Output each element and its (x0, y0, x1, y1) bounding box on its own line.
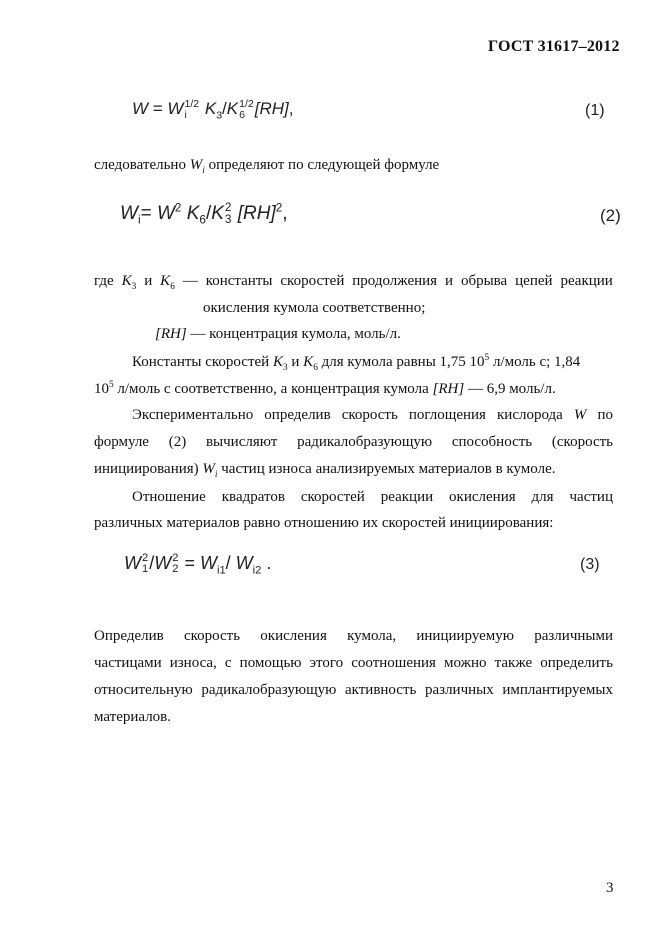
f1-k6-sub: 6 (239, 108, 245, 121)
var-k3-sub: 3 (282, 363, 288, 373)
f3-wi2-sub: i2 (252, 564, 262, 577)
text-span: следовательно (94, 157, 190, 173)
word: для (531, 489, 554, 505)
word-k3: $K_3$ (121, 273, 137, 292)
word: частиц (569, 489, 613, 505)
f1-end: , (288, 99, 294, 119)
f1-wi-sup: 1/2 (184, 98, 200, 110)
word: способность (451, 434, 533, 450)
word: продолжения (352, 273, 438, 289)
paragraph-1-line-2 (94, 382, 556, 397)
f3-w2-sup: 2 (172, 552, 179, 565)
var-rh: [RH] (432, 381, 465, 397)
line-after-formula-1 (94, 157, 440, 176)
text-span: — концентрация кумола, моль/л. (186, 326, 401, 342)
rh-definition (155, 327, 401, 342)
f2-eq: = (140, 202, 157, 224)
word: Экспериментально (132, 407, 254, 423)
paragraph-2-line-2 (94, 435, 613, 450)
f1-k6: K (226, 99, 239, 119)
f3-eq: = (179, 553, 200, 573)
word: вычисляют (205, 434, 278, 450)
word: соотношения (351, 655, 436, 671)
word: Отношение (132, 489, 206, 505)
word: износа, (169, 655, 217, 671)
f1-k3: K (204, 99, 217, 119)
paragraph-2-line-3 (94, 461, 556, 480)
word: определив (264, 407, 331, 423)
equation-number-3: (3) (580, 556, 600, 573)
formula-3 (124, 553, 271, 575)
f3-wi2: W (235, 553, 253, 573)
f3-w2: W (154, 553, 172, 573)
word: где (94, 273, 114, 289)
word: (2) (168, 434, 187, 450)
document-header: ГОСТ 31617–2012 (488, 38, 620, 55)
f1-eq: = (148, 99, 168, 119)
text-span: для кумола равны 1,75 10 (317, 354, 485, 370)
paragraph-4-line-3 (94, 683, 613, 698)
f3-w1: W (124, 553, 141, 573)
word: определить (540, 655, 613, 671)
word: радикалобразующую (297, 434, 433, 450)
f2-rh-sup: 2 (275, 201, 283, 215)
f3-w1-sub: 1 (142, 563, 149, 576)
f2-k6: K (186, 202, 200, 224)
f2-k6-sub: 6 (199, 213, 206, 227)
word: константы (205, 273, 273, 289)
word: этого (309, 655, 344, 671)
word: скоростей (300, 489, 365, 505)
var-w: W (573, 407, 587, 423)
paragraph-4-line-2 (94, 656, 613, 671)
word: различных (424, 682, 494, 698)
text-span: частиц износа анализируемых материалов в кумоле. (217, 461, 556, 477)
var-w-sub: i (202, 166, 205, 176)
paragraph-1-line-1 (132, 353, 581, 373)
f2-rh: [RH] (237, 202, 276, 224)
word: скоростей (280, 273, 345, 289)
f2-lhs: W (120, 202, 138, 224)
exponent: 5 (484, 353, 490, 363)
formula-2 (120, 202, 288, 226)
page-number: 3 (606, 880, 614, 896)
where-line-1 (94, 273, 613, 292)
word: имплантируемых (502, 682, 613, 698)
word: квадратов (221, 489, 285, 505)
var-k6: K (303, 354, 314, 370)
word: реакции (560, 273, 613, 289)
f3-w1-sup: 2 (142, 552, 149, 565)
var-w: W (202, 461, 215, 477)
word: кислорода (497, 407, 563, 423)
word: по (597, 407, 613, 423)
f2-k3-sup: 2 (224, 201, 232, 214)
equation-number-1: (1) (585, 102, 605, 119)
equation-number-2: (2) (600, 206, 621, 225)
word: формуле (94, 434, 149, 450)
var-k3: K (272, 354, 283, 370)
f1-wi: W (167, 99, 184, 119)
text-span: Константы скоростей (132, 354, 273, 370)
f2-k3: K (211, 202, 224, 224)
word: — (182, 273, 198, 289)
f2-k3-sub: 3 (224, 212, 232, 226)
paragraph-3-line-2: различных материалов равно отношению их скоростей инициирования: (94, 515, 554, 531)
text-span: определяют по следующей формуле (204, 157, 440, 173)
text-span: 10 (94, 381, 109, 397)
word: реакции (380, 489, 434, 505)
word-k6: $K_6$ (160, 273, 175, 292)
f2-end: , (282, 202, 288, 224)
f3-wi1: W (199, 553, 217, 573)
f3-wi1-sub: i1 (216, 564, 226, 577)
word: скорость (183, 628, 241, 644)
text-span: и (287, 354, 304, 370)
f1-div: / (222, 99, 227, 119)
f3-div: / (149, 553, 155, 573)
f3-end: . (261, 553, 272, 573)
f1-k6-sup: 1/2 (239, 98, 254, 110)
paragraph-2-line-1 (132, 408, 613, 423)
word: кумола, (347, 628, 397, 644)
f2-div: / (205, 202, 212, 224)
f1-wi-sub: i (184, 108, 187, 121)
word: (скорость (551, 434, 613, 450)
f1-rh: [RH] (254, 99, 289, 119)
word: можно (444, 655, 487, 671)
word: с (224, 655, 232, 671)
word: частицами (94, 655, 162, 671)
word: помощью (239, 655, 302, 671)
var-w-sub: i (214, 470, 218, 480)
word: и (144, 273, 153, 289)
text-span: л/моль с; 1,84 (489, 354, 581, 370)
word: также (494, 655, 533, 671)
word: цепей (515, 273, 553, 289)
var-k6-sub: 6 (313, 363, 318, 373)
word: относительную (94, 682, 193, 698)
f3-w2-sub: 2 (172, 563, 179, 576)
word: скорость (341, 407, 398, 423)
var-rh: [RH] (155, 326, 187, 342)
word: окисления (260, 628, 327, 644)
word: Определив (94, 628, 164, 644)
word: и (445, 273, 454, 289)
word: инициируемую (416, 628, 514, 644)
f2-w-sup: 2 (174, 201, 182, 215)
text-span: — 6,9 моль/л. (464, 381, 556, 397)
word: различными (534, 628, 613, 644)
word: поглощения (408, 407, 486, 423)
formula-1 (132, 99, 294, 120)
f1-lhs: W (132, 99, 149, 119)
f2-lhs-sub: i (137, 213, 141, 227)
f2-w: W (156, 202, 175, 224)
paragraph-4-line-1 (94, 629, 613, 644)
text-span: инициирования) (94, 461, 203, 477)
exponent: 5 (109, 380, 114, 390)
paragraph-3-line-1 (132, 490, 613, 505)
word: активность (344, 682, 417, 698)
var-w: W (189, 157, 203, 173)
word: радикалобразующую (201, 682, 337, 698)
f3-div2: / (225, 553, 236, 573)
word: обрыва (460, 273, 508, 289)
text-span: л/моль с соответственно, а концентрация кумола (113, 381, 433, 397)
paragraph-4-line-4: материалов. (94, 709, 172, 725)
f1-k3-sub: 3 (216, 109, 223, 122)
where-line-2: окисления кумола соответственно; (203, 300, 426, 316)
word: окисления (449, 489, 516, 505)
